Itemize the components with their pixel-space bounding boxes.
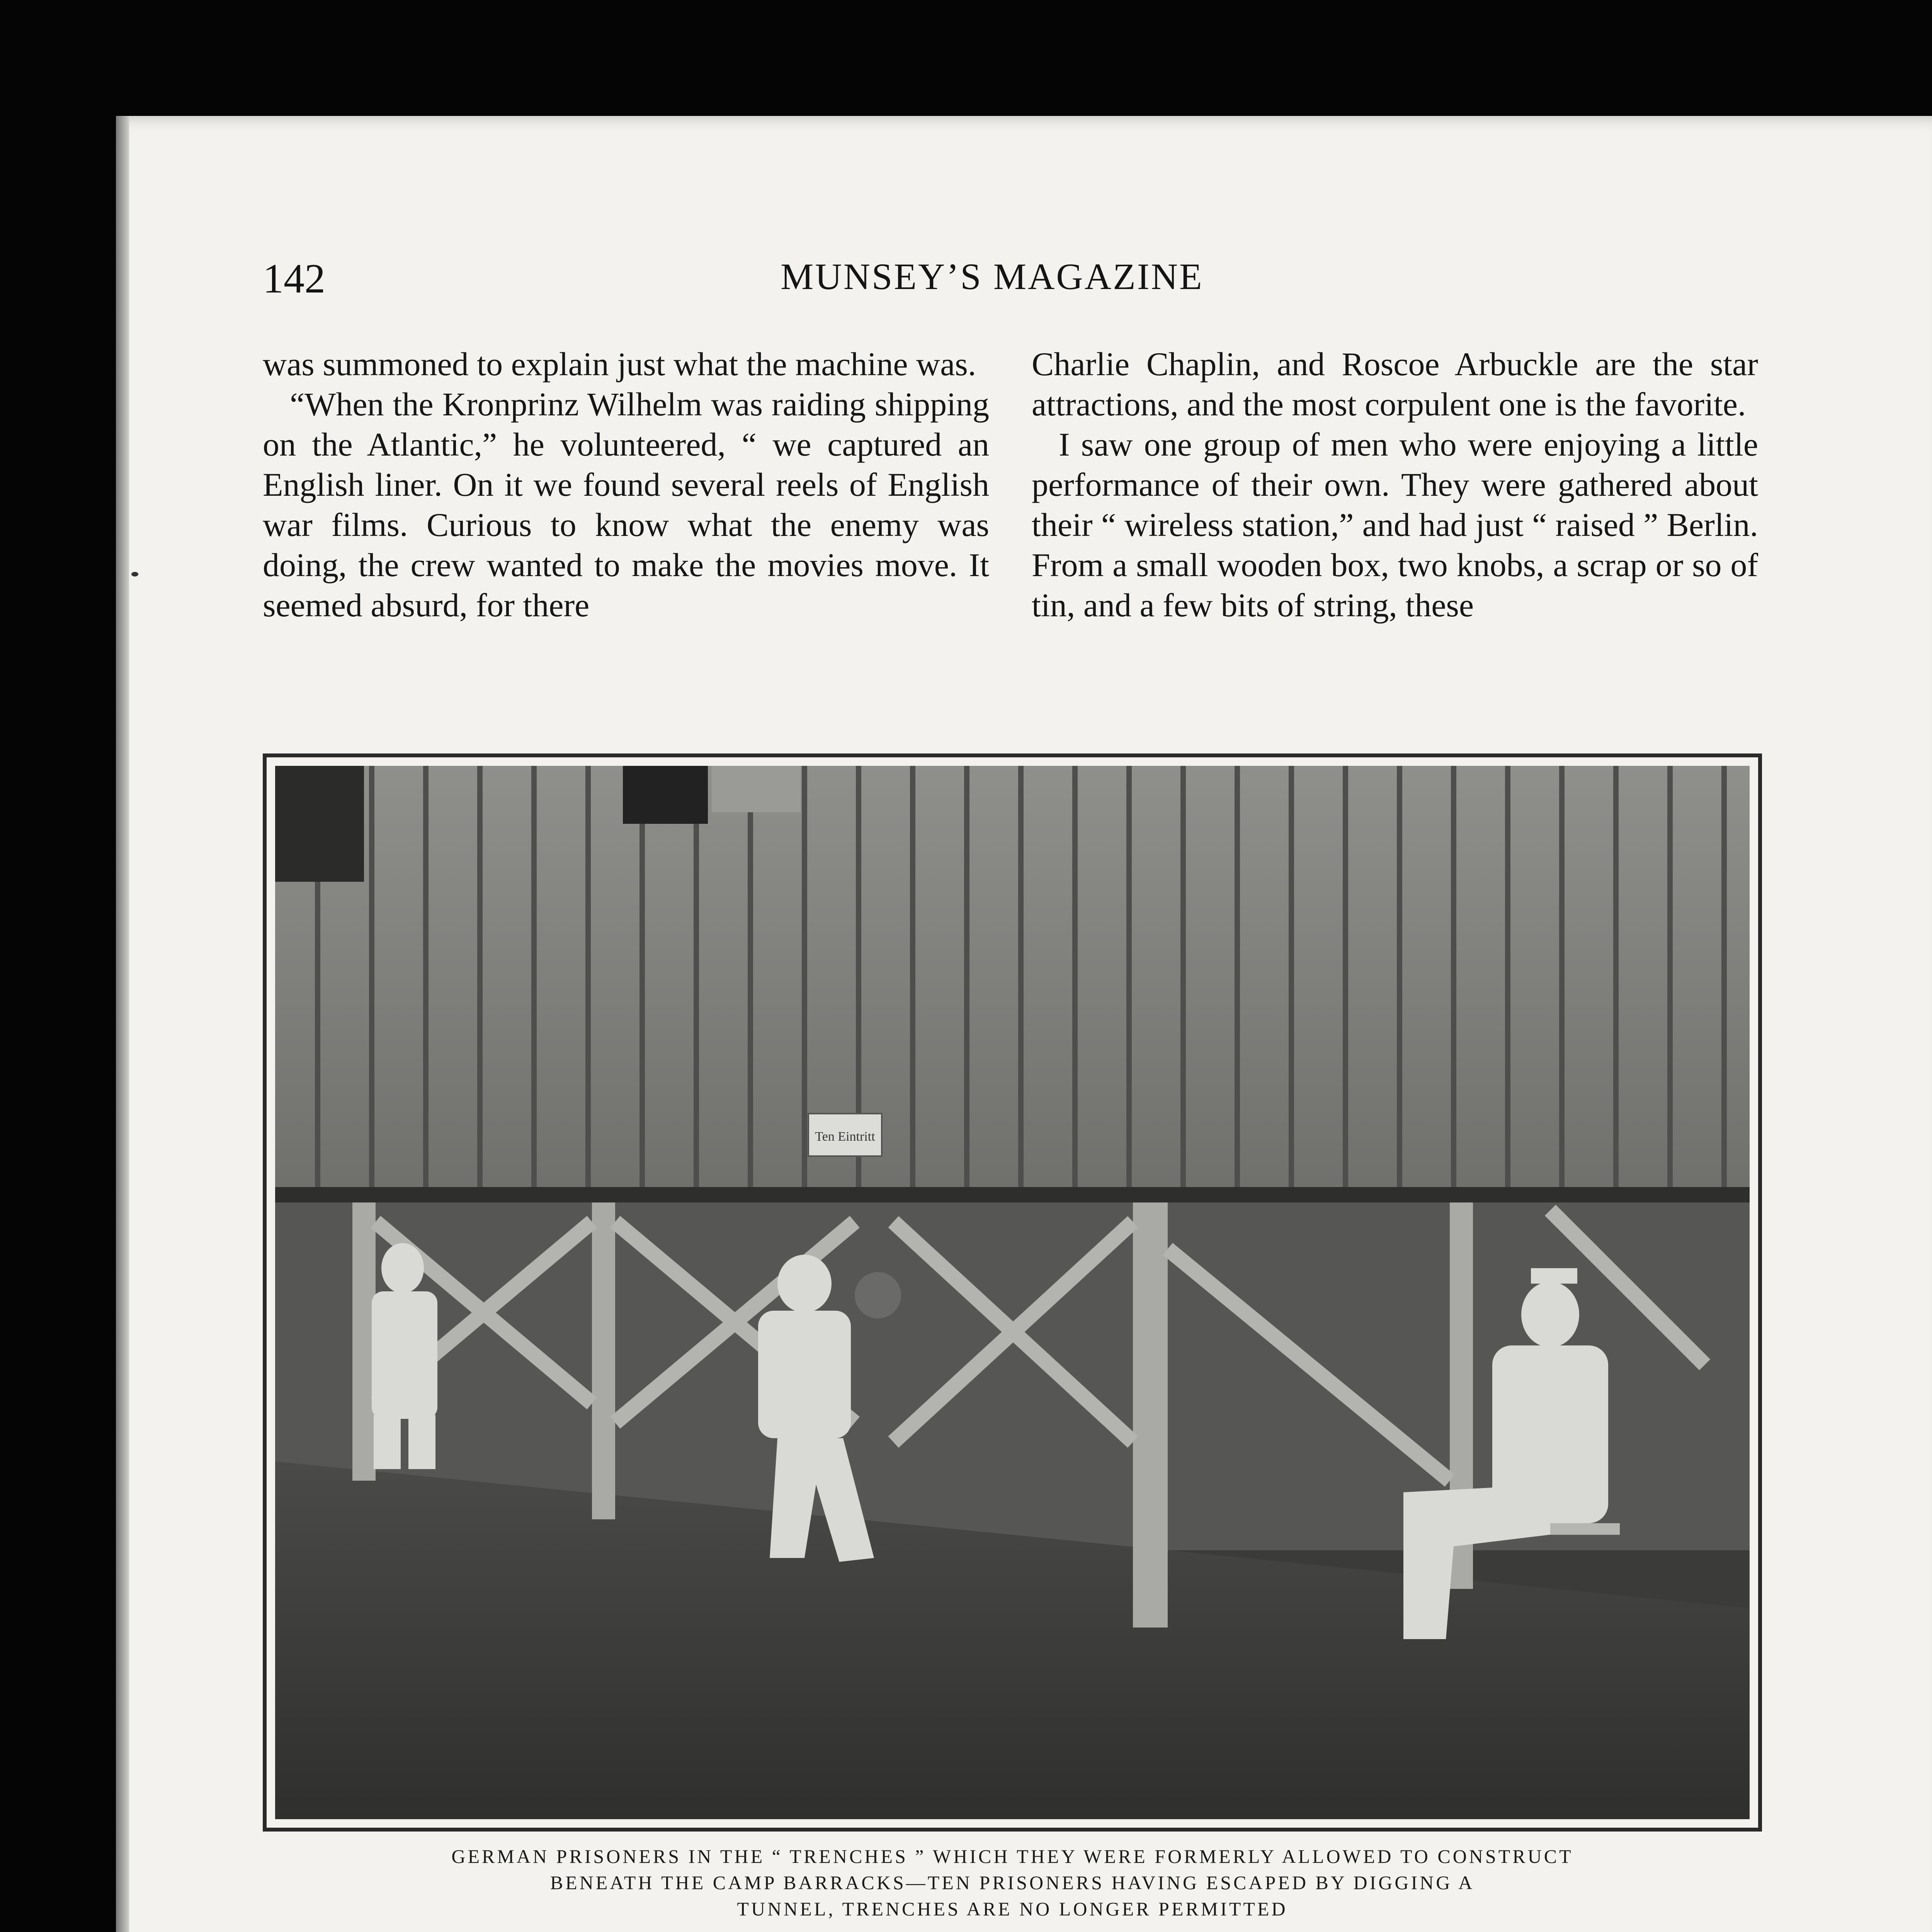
sign-text: Ten Eintritt — [815, 1129, 875, 1144]
running-head: MUNSEY’S MAGAZINE — [781, 256, 1204, 297]
barracks-photo — [275, 766, 1750, 1819]
photo-frame — [263, 753, 1762, 1832]
page-header — [263, 255, 1766, 309]
barracks-wall — [275, 766, 1750, 1199]
prisoner — [777, 1255, 832, 1313]
window — [275, 766, 364, 882]
paragraph: “When the Kronprinz Wilhelm was raiding shipping on the Atlantic,” he volunteered, “ we captured an English liner. On it we found several reels of English war films. Curious to know what the enemy was doing, the crew wanted to make the movies move. It seemed absurd, for there — [263, 386, 989, 624]
paragraph: I saw one group of men who were enjoying a little performance of their own. They were gathered about their “ wireless station,” and had just “ raised ” Berlin. From a small wooden box, two knobs, a scrap or so of tin, and a few bits of string, these — [1032, 426, 1758, 624]
paragraph: Charlie Chaplin, and Roscoe Arbuckle are the star attractions, and the most corpulent one is the favorite. — [1032, 345, 1758, 423]
photo-caption — [255, 1843, 1770, 1922]
window — [712, 766, 801, 812]
scan-speck — [131, 572, 138, 577]
paragraph: was summoned to explain just what the machine was. — [263, 345, 976, 383]
caption-line: GERMAN PRISONERS IN THE “ TRENCHES ” WHICH THEY WERE FORMERLY ALLOWED TO CONSTRUCT — [451, 1845, 1573, 1867]
prisoner — [381, 1243, 424, 1293]
column-top-right — [1032, 344, 1758, 625]
prisoner — [1521, 1282, 1579, 1347]
column-top-left — [263, 344, 989, 625]
caption-line: BENEATH THE CAMP BARRACKS—TEN PRISONERS HAVING ESCAPED BY DIGGING A — [550, 1872, 1475, 1893]
caption-line: TUNNEL, TRENCHES ARE NO LONGER PERMITTED — [737, 1898, 1288, 1920]
page-gutter-shadow — [116, 116, 129, 1932]
window — [623, 766, 708, 824]
page-number: 142 — [263, 256, 325, 302]
